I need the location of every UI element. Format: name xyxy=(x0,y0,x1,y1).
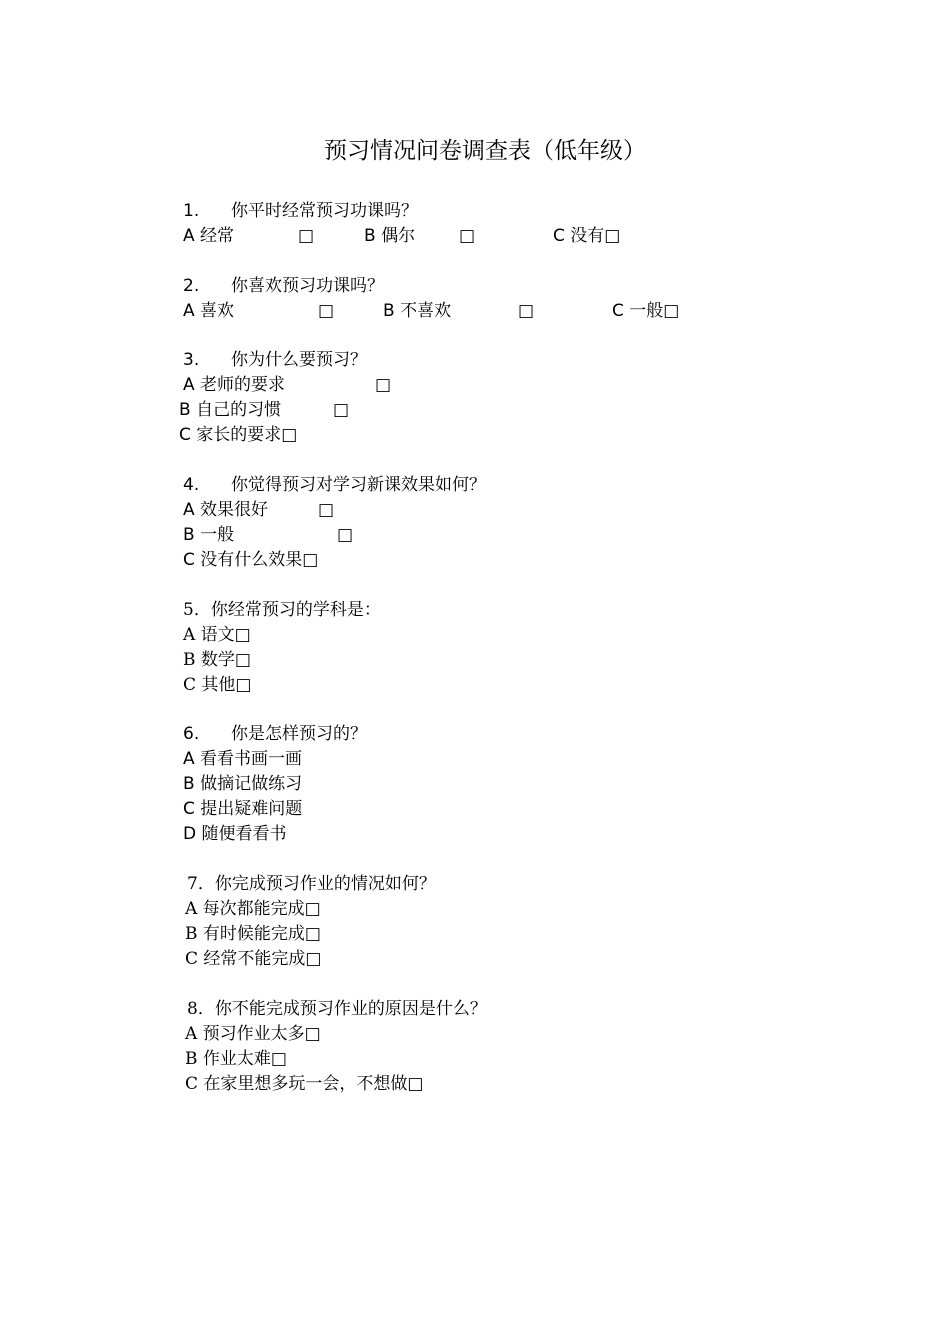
q7-option-c[interactable]: C 经常不能完成□ xyxy=(185,949,322,969)
q3-option-a[interactable]: A 老师的要求 xyxy=(183,375,286,395)
question-6 xyxy=(0,722,950,747)
q1-option-c[interactable]: C 没有□ xyxy=(553,226,621,246)
q5-option-a[interactable]: A 语文□ xyxy=(183,625,251,645)
question-1-text: 你平时经常预习功课吗？ xyxy=(231,201,418,221)
q2-option-b-checkbox[interactable]: □ xyxy=(518,301,535,321)
question-3-text: 你为什么要预习？ xyxy=(231,350,367,370)
q4-option-b[interactable]: B 一般 xyxy=(183,525,235,545)
q4-option-a[interactable]: A 效果很好 xyxy=(183,500,269,520)
q4-option-c[interactable]: C 没有什么效果□ xyxy=(183,550,319,570)
q4-option-a-checkbox[interactable]: □ xyxy=(318,500,335,520)
page-title: 预习情况问卷调查表（低年级） xyxy=(324,138,646,164)
q8-option-b[interactable]: B 作业太难□ xyxy=(185,1049,287,1069)
q6-option-b[interactable]: B 做摘记做练习 xyxy=(183,774,303,794)
q2-option-c[interactable]: C 一般□ xyxy=(612,301,680,321)
question-8: 8．你不能完成预习作业的原因是什么？ xyxy=(187,999,487,1019)
q3-option-b-row xyxy=(0,398,950,423)
question-4 xyxy=(0,473,950,498)
question-7: 7．你完成预习作业的情况如何？ xyxy=(187,874,436,894)
question-4-text: 你觉得预习对学习新课效果如何？ xyxy=(231,475,486,495)
q1-option-a[interactable]: A 经常 xyxy=(183,226,235,246)
q3-option-c-row xyxy=(0,423,950,448)
q3-option-a-checkbox[interactable]: □ xyxy=(375,375,392,395)
question-5: 5．你经常预习的学科是： xyxy=(183,600,381,620)
q8-option-a[interactable]: A 预习作业太多□ xyxy=(185,1024,321,1044)
q8-option-c[interactable]: C 在家里想多玩一会，不想做□ xyxy=(185,1074,424,1094)
question-1 xyxy=(0,199,950,224)
q3-option-a-row xyxy=(0,373,950,398)
q2-option-b[interactable]: B 不喜欢 xyxy=(383,301,452,321)
question-2-text: 你喜欢预习功课吗？ xyxy=(231,276,384,296)
q1-option-b-checkbox[interactable]: □ xyxy=(459,226,476,246)
q6-option-a[interactable]: A 看看书画一画 xyxy=(183,749,303,769)
q4-option-b-row xyxy=(0,523,950,548)
question-4-number: 4. xyxy=(183,475,200,495)
q5-option-b[interactable]: B 数学□ xyxy=(183,650,251,670)
q6-option-d[interactable]: D 随便看看书 xyxy=(183,824,287,844)
question-2-number: 2. xyxy=(183,276,200,296)
q7-option-b[interactable]: B 有时候能完成□ xyxy=(185,924,321,944)
q4-option-b-checkbox[interactable]: □ xyxy=(337,525,354,545)
q3-option-b-checkbox[interactable]: □ xyxy=(333,400,350,420)
q7-option-a[interactable]: A 每次都能完成□ xyxy=(185,899,321,919)
question-3 xyxy=(0,348,950,373)
q1-option-b[interactable]: B 偶尔 xyxy=(364,226,416,246)
question-6-number: 6. xyxy=(183,724,200,744)
q2-option-a-checkbox[interactable]: □ xyxy=(318,301,335,321)
question-2-options xyxy=(0,299,950,324)
q6-option-c[interactable]: C 提出疑难问题 xyxy=(183,799,303,819)
question-1-number: 1. xyxy=(183,201,200,221)
question-1-options xyxy=(0,224,950,249)
q4-option-a-row xyxy=(0,498,950,523)
question-6-text: 你是怎样预习的？ xyxy=(231,724,367,744)
q4-option-c-row xyxy=(0,548,950,573)
q5-option-c[interactable]: C 其他□ xyxy=(183,675,252,695)
q1-option-a-checkbox[interactable]: □ xyxy=(298,226,315,246)
q2-option-a[interactable]: A 喜欢 xyxy=(183,301,235,321)
question-2 xyxy=(0,274,950,299)
question-3-number: 3. xyxy=(183,350,200,370)
q3-option-b[interactable]: B 自己的习惯 xyxy=(179,400,282,420)
q3-option-c[interactable]: C 家长的要求□ xyxy=(179,425,298,445)
